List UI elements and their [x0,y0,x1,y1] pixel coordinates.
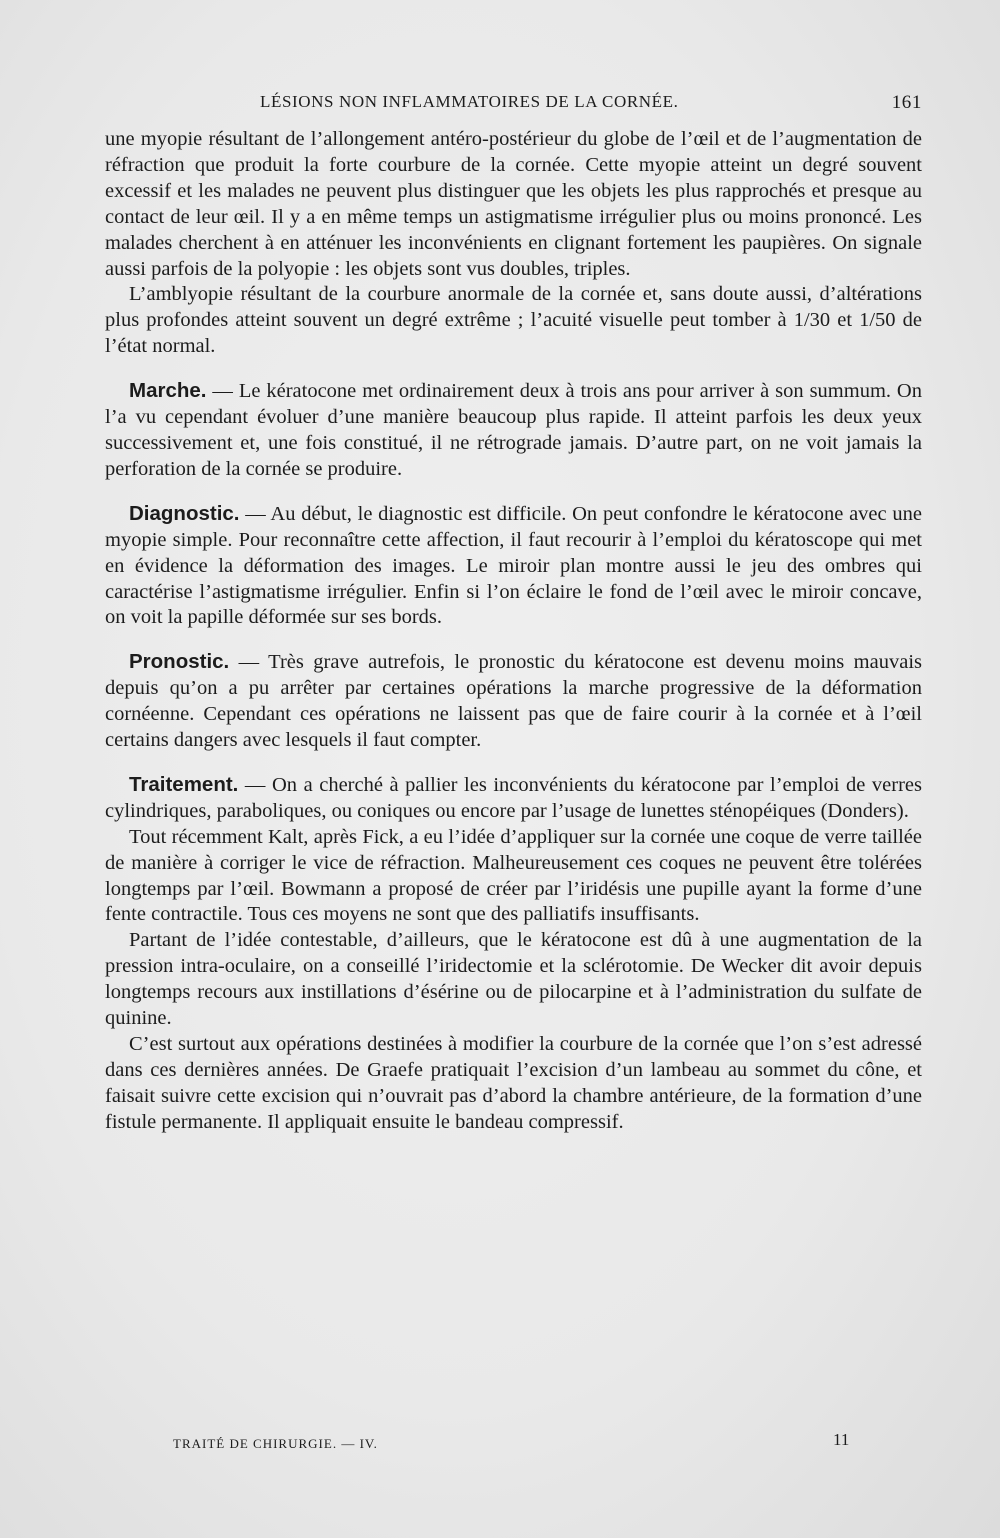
body-text [105,127,922,1136]
section-heading-traitement: Traitement. [129,772,239,796]
page-footer [105,1430,922,1460]
signature-mark: 11 [833,1430,850,1449]
paragraph: Tout récemment Kalt, après Fick, a eu l’idée d’appliquer sur la cornée une coque de verre taillée de manière à corriger le vice de réfraction. Malheureusement ces coques ne peuvent être tolérées longtemps par l’œil. Bowmann a proposé de créer par l’iridésis une pupille ayant la forme d’une fente contractile. Tous ces moyens ne sont que des palliatifs insuffisants. [105,825,922,926]
paragraph: L’amblyopie résultant de la courbure anormale de la cornée et, sans doute aussi, d’altérations plus profondes atteint souvent un degré extrême ; l’acuité visuelle peut tomber à 1/30 et 1/50 de l’état normal. [105,283,922,358]
section-text-traitement: — On a cherché à pallier les inconvénients du kératocone par l’emploi de verres cylindriques, paraboliques, ou coniques ou encore par l’usage de lunettes sténopéiques (Donders). [105,773,922,822]
section-heading-marche: Marche. [129,379,207,403]
section-marche [105,378,922,483]
footer-title: TRAITÉ DE CHIRURGIE. — IV. [173,1436,378,1451]
paragraph: Partant de l’idée contestable, d’ailleurs, que le kératocone est dû à une augmentation de la pression intra-oculaire, on a conseillé l’iridectomie et la sclérotomie. De Wecker dit avoir depuis longtemps recours aux instillations d’ésérine ou de pilocarpine et à l’administration du sulfate de quinine. [105,929,922,1030]
section-diagnostic [105,501,922,632]
page-number: 161 [891,92,922,113]
paragraph: C’est surtout aux opérations destinées à modifier la courbure de la cornée que l’on s’est adressé dans ces dernières années. De Graefe pratiquait l’excision d’un lambeau au sommet du cône, et faisait suivre cette excision qui n’ouvrait pas d’abord la chambre antérieure, de la formation d’une fistule permanente. Il appliquait ensuite le bandeau compressif. [105,1033,922,1133]
section-heading-pronostic: Pronostic. [129,650,230,674]
paragraph: une myopie résultant de l’allongement antéro-postérieur du globe de l’œil et de l’augmentation de réfraction que produit la forte courbure de la cornée. Cette myopie atteint un degré souvent excessif et les malades ne peuvent plus distinguer que les objets les plus rapprochés et presque au contact de leur œil. Il y a en même temps un astigmatisme irrégulier plus ou moins prononcé. Les malades cherchent à en atténuer les inconvénients en clignant fortement les paupières. On signale aussi parfois de la polyopie : les objets sont vus doubles, triples. [105,128,922,280]
section-traitement [105,772,922,825]
running-head [105,92,922,118]
section-heading-diagnostic: Diagnostic. [129,501,240,525]
section-text-pronostic: — Très grave autrefois, le pronostic du kératocone est devenu moins mauvais depuis qu’on a pu arrêter par certaines opérations la marche progressive de la déformation cornéenne. Cependant ces opérations ne laissent pas que de faire courir à la cornée et à l’œil certains dangers avec lesquels il faut compter. [105,651,922,752]
section-pronostic [105,649,922,754]
running-head-title: LÉSIONS NON INFLAMMATOIRES DE LA CORNÉE. [260,92,679,111]
section-text-marche: — Le kératocone met ordinairement deux à trois ans pour arriver à son summum. On l’a vu cependant évoluer d’une manière beaucoup plus rapide. Il atteint parfois les deux yeux successivement et, une fois constitué, il ne rétrograde jamais. D’autre part, on ne voit jamais la perforation de la cornée se produire. [105,380,922,480]
section-text-diagnostic: — Au début, le diagnostic est difficile. On peut confondre le kératocone avec une myopie simple. Pour reconnaître cette affection, il faut recourir à l’emploi du kératoscope qui met en évidence la déformation des images. Le miroir plan montre aussi le jeu des ombres qui caractérise l’astigmatisme irrégulier. Enfin si l’on éclaire le fond de l’œil avec le miroir concave, on voit la papille déformée sur ses bords. [105,502,922,629]
